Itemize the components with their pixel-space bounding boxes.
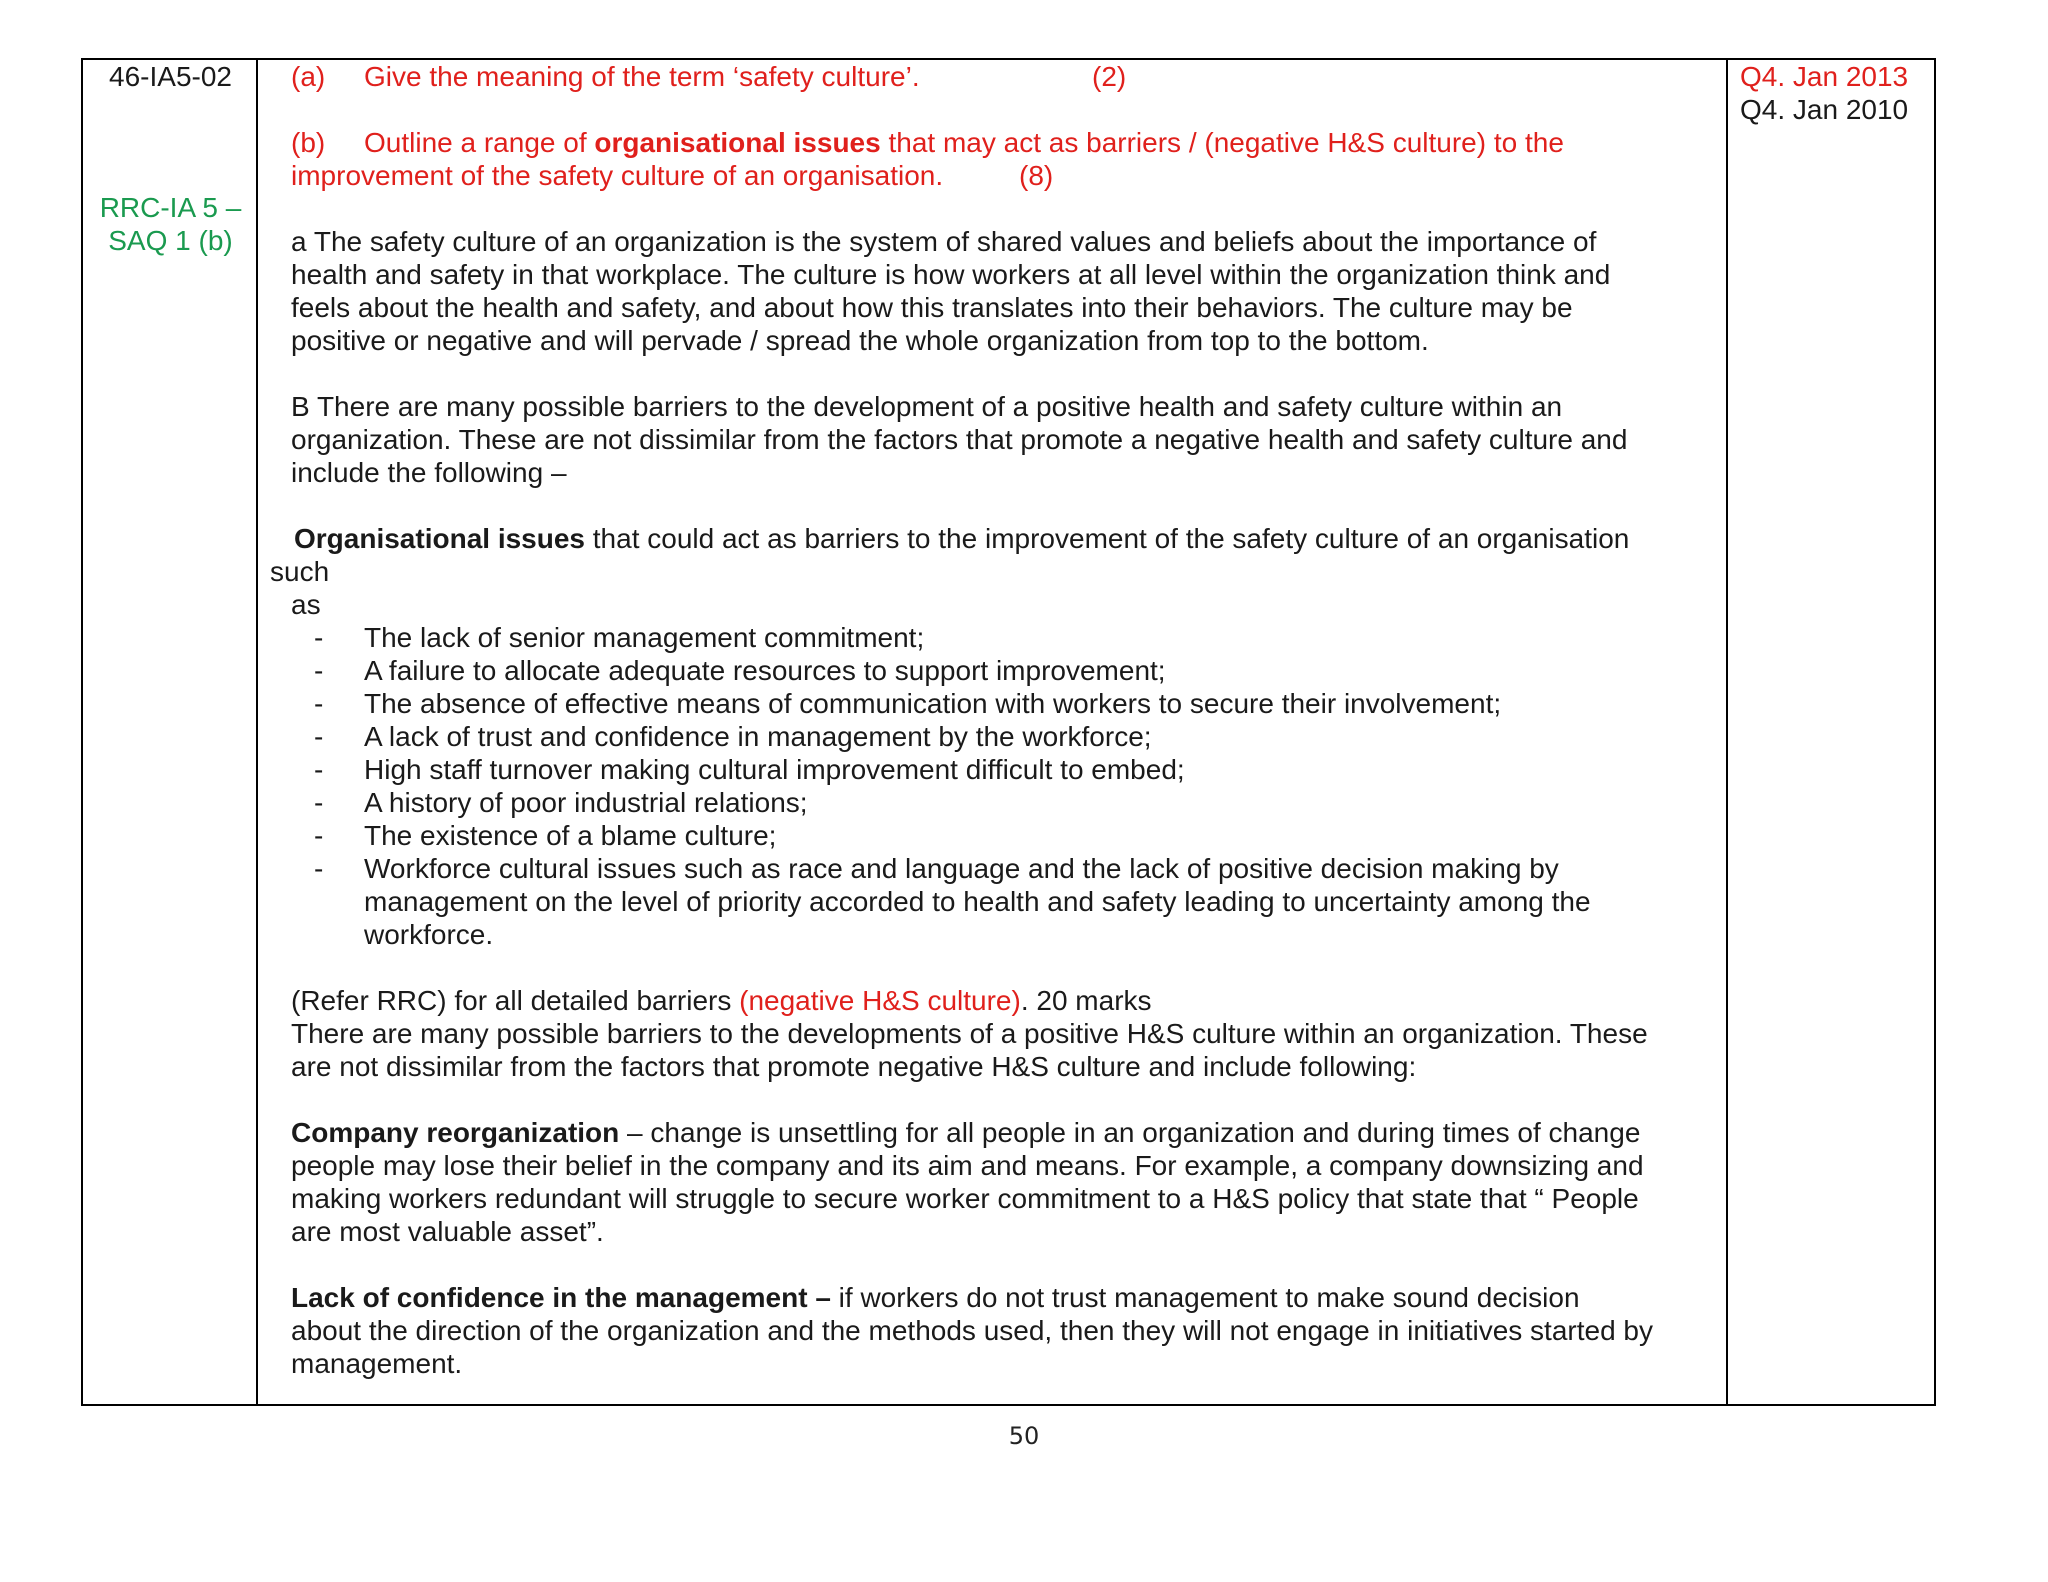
exam-ref-jan-2013: Q4. Jan 2013 (1740, 61, 1909, 92)
lack-confidence-rest: if workers do not trust management to make sound decision (830, 1282, 1580, 1313)
answer-b-line: include the following – (291, 457, 567, 488)
question-a-text: Give the meaning of the term ‘safety culture’. (364, 61, 920, 92)
question-code: 46-IA5-02 (109, 61, 232, 92)
list-item: - Workforce cultural issues such as race and language and the lack of positive decision making by management on the level of priority accorded to health and safety leading to uncertainty among the workforce. (314, 853, 1591, 950)
lack-confidence-bold: Lack of confidence in the management – (291, 1282, 831, 1313)
refer-pre: (Refer RRC) for all detailed barriers (291, 985, 740, 1016)
org-issues-such: such (270, 556, 330, 587)
question-b-line2: improvement of the safety culture of an organisation. (291, 160, 944, 191)
list-item: - High staff turnover making cultural improvement difficult to embed; (314, 754, 1185, 785)
organisational-issues (270, 522, 1716, 951)
lack-of-confidence (291, 1281, 1716, 1380)
question-b (291, 126, 1716, 192)
answer-a-line: positive or negative and will pervade / spread the whole organization from top to the bottom. (291, 325, 1429, 356)
org-issues-bold: Organisational issues (294, 523, 585, 554)
company-reorg-line: making workers redundant will struggle to secure worker commitment to a H&S policy that state that “ People (291, 1183, 1639, 1214)
page-number: 50 (1008, 1422, 1040, 1450)
refer-post: . 20 marks (1020, 985, 1152, 1016)
company-reorg-bold: Company reorganization (291, 1117, 620, 1148)
list-item: - A lack of trust and confidence in management by the workforce; (314, 721, 1152, 752)
answer-a-line: feels about the health and safety, and about how this translates into their behaviors. The culture may be (291, 292, 1573, 323)
company-reorg-line: people may lose their belief in the company and its aim and means. For example, a company downsizing and (291, 1150, 1644, 1181)
org-issues-intro (294, 522, 1716, 555)
rrc-reference-line2: SAQ 1 (b) (108, 225, 233, 256)
list-item: - The lack of senior management commitment; (314, 622, 925, 653)
answer-b-line: B There are many possible barriers to the development of a positive health and safety culture within an (291, 391, 1563, 422)
lack-confidence-line: about the direction of the organization and the methods used, then they will not engage in initiatives started by (291, 1315, 1653, 1346)
refer-red: (negative H&S culture) (739, 985, 1021, 1016)
question-table (81, 58, 1936, 1406)
rrc-reference (83, 191, 258, 257)
question-b-text-pre: Outline a range of (364, 127, 595, 158)
answer-b (291, 390, 1716, 489)
content-column (258, 60, 1728, 1404)
question-b-marks: (8) (1019, 160, 1054, 191)
question-a-marks: (2) (1092, 61, 1127, 92)
barrier-list (314, 621, 1716, 951)
list-item: - The existence of a blame culture; (314, 820, 777, 851)
refer-line: There are many possible barriers to the developments of a positive H&S culture within an organization. These (291, 1018, 1648, 1049)
question-b-text-bold: organisational issues (594, 127, 881, 158)
company-reorganization (291, 1116, 1716, 1248)
reference-column (1728, 60, 1934, 1404)
org-issues-as: as (291, 589, 321, 620)
company-reorg-rest: – change is unsettling for all people in an organization and during times of change (619, 1117, 1641, 1148)
list-item: - The absence of effective means of communication with workers to secure their involvement; (314, 688, 1502, 719)
answer-b-line: organization. These are not dissimilar from the factors that promote a negative health and safety culture and (291, 424, 1628, 455)
question-a-label: (a) (291, 61, 326, 92)
answer-a-line: health and safety in that workplace. The culture is how workers at all level within the organization think and (291, 259, 1611, 290)
answer-a (291, 225, 1716, 357)
answer-a-line: a The safety culture of an organization is the system of shared values and beliefs about the importance of (291, 226, 1597, 257)
list-item: - A failure to allocate adequate resources to support improvement; (314, 655, 1166, 686)
question-a (291, 60, 1716, 93)
rrc-reference-line1: RRC-IA 5 – (99, 192, 242, 223)
lack-confidence-line: management. (291, 1348, 463, 1379)
company-reorg-line: are most valuable asset”. (291, 1216, 604, 1247)
question-b-text-post: that may act as barriers / (negative H&S culture) to the (880, 127, 1564, 158)
refer-rrc (291, 984, 1716, 1083)
exam-ref-jan-2010: Q4. Jan 2010 (1740, 94, 1909, 125)
refer-line: are not dissimilar from the factors that promote negative H&S culture and include following: (291, 1051, 1417, 1082)
code-column (83, 60, 258, 1404)
question-b-label: (b) (291, 127, 326, 158)
content-body (270, 60, 1716, 1380)
list-item: - A history of poor industrial relations; (314, 787, 808, 818)
org-issues-rest: that could act as barriers to the improvement of the safety culture of an organisation (585, 523, 1630, 554)
